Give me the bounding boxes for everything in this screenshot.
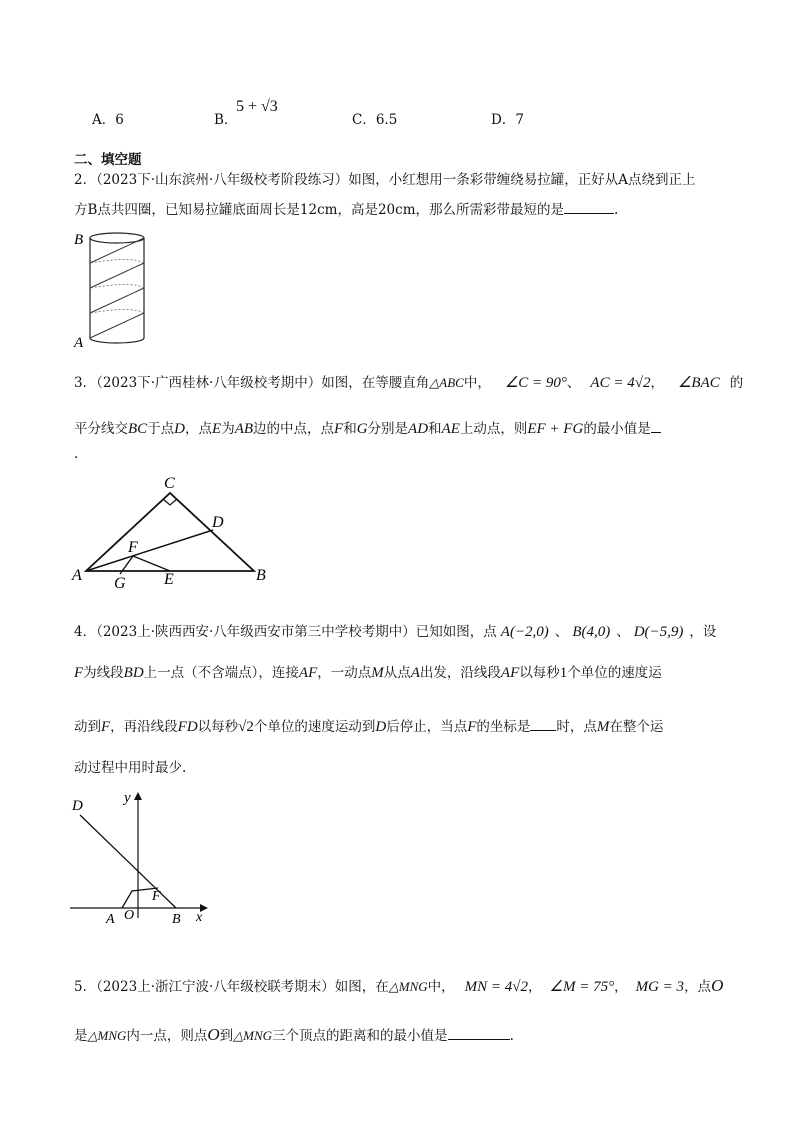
- label-b: B: [256, 567, 266, 584]
- q4-l2-f: F: [74, 665, 84, 681]
- q4-l2-A: A: [410, 665, 420, 681]
- can-ribbon: [90, 238, 144, 338]
- q5-cond-mn: MN = 4√2: [464, 979, 529, 995]
- option-d: D．7: [491, 112, 524, 128]
- q4-l3-F: F: [467, 719, 477, 735]
- q3-l2-b: 于点: [147, 421, 175, 437]
- q4-sep2: 、: [616, 624, 630, 640]
- q3-sep1: 、: [566, 375, 581, 391]
- label-x: x: [196, 910, 203, 925]
- bisector-ad: [86, 530, 213, 571]
- q3-cond-bac: ∠BAC: [677, 375, 720, 391]
- section-heading: 二、填空题: [74, 152, 142, 168]
- option-a: A．6: [92, 112, 124, 128]
- q3-l2-f: F: [334, 421, 344, 437]
- q3-text-1: 3．（2023下·广西桂林·八年级校考期中）如图，在等腰直角: [74, 375, 430, 391]
- q4-l3-d: 个单位的速度运动到: [253, 719, 376, 735]
- q3-l2-e: E: [212, 421, 222, 437]
- option-b-value: 5 + √3: [236, 98, 278, 115]
- q4-l3-a: 动到: [74, 719, 101, 735]
- segment-fe: [133, 556, 170, 571]
- q3-l2-g: G: [356, 421, 368, 437]
- label-d: D: [72, 798, 83, 814]
- right-angle-mark: [163, 499, 177, 505]
- q4-l3-i: 在整个运: [609, 719, 664, 735]
- q2-line2: [74, 199, 618, 220]
- q3-l2-expr: EF + FG: [527, 421, 584, 437]
- q4-l2-af: AF: [298, 665, 318, 681]
- q3-line2: [74, 418, 661, 439]
- segment-bd: [80, 815, 176, 908]
- q3-l2-bc: BC: [128, 421, 148, 437]
- q4-coordinate-figure: [66, 790, 216, 925]
- q4-l3-h: 时，点: [556, 719, 597, 735]
- q5-l2-b: 内一点，则点: [126, 1028, 208, 1044]
- q5-period: .: [509, 1028, 514, 1044]
- q4-l2-h: 个单位的速度运: [567, 665, 662, 681]
- q4-l2-a: 为线段: [83, 665, 124, 681]
- q4-l2-one: 1: [559, 665, 568, 681]
- q5-text-2: 中，: [427, 979, 455, 995]
- q4-l2-m: M: [371, 665, 384, 681]
- label-f: F: [152, 889, 161, 904]
- q4-text-1: 4．（2023上·陕西西安·八年级西安市第三中学校考期中）已知如图，点: [74, 624, 497, 640]
- can-label-a: A: [74, 335, 84, 350]
- q3-l2-ab: AB: [234, 421, 254, 437]
- q4-l2-af2: AF: [500, 665, 520, 681]
- q4-l3-fd: FD: [177, 719, 198, 735]
- q3-l2-ad: AD: [408, 421, 429, 437]
- q3-triangle: △ABC: [429, 375, 464, 390]
- q3-sep2: ，: [650, 375, 664, 391]
- q3-text-2: 中，: [463, 375, 491, 391]
- q4-l3-c: 以每秒: [197, 719, 239, 735]
- label-b: B: [172, 912, 181, 925]
- q2-line2-text: 方B点共四圈，已知易拉罐底面周长是12cm，高是20cm，那么所需彩带最短的是: [74, 202, 565, 218]
- q2-period: .: [614, 202, 619, 218]
- label-c: C: [164, 475, 175, 492]
- q4-l2-b: 上一点（不含端点），连接: [143, 665, 299, 681]
- q3-l2-f2: 和: [343, 421, 357, 437]
- q4-l2-g: 以每秒: [519, 665, 560, 681]
- q4-l3-D: D: [375, 719, 387, 735]
- q4-l2-e: 出发，沿线段: [419, 665, 501, 681]
- can-ribbon-back: [90, 260, 144, 314]
- label-e: E: [164, 571, 174, 588]
- q3-l2-h: 和: [428, 421, 442, 437]
- q4-text-2: ，设: [689, 624, 717, 640]
- q3-l2-c: ，点: [185, 421, 213, 437]
- q4-l3-sqrt: √2: [238, 719, 254, 735]
- q4-l2-bd: BD: [123, 665, 144, 681]
- q3-l2-g2: 分别是: [367, 421, 409, 437]
- q4-point-b: B(4,0): [572, 624, 611, 640]
- q5-cond-angle: ∠M = 75°: [549, 979, 615, 995]
- q2-can-figure: [72, 226, 152, 350]
- q3-l2-ae: AE: [441, 421, 460, 437]
- q4-l2-d: 从点: [383, 665, 411, 681]
- answer-blank: [530, 716, 556, 731]
- q5-cond-mg: MG = 3: [635, 979, 685, 995]
- q5-text-3: ，点: [684, 979, 712, 995]
- q4-point-d: D(−5,9): [633, 624, 684, 640]
- q5-text-1: 5．（2023上·浙江宁波·八年级校联考期末）如图，在: [74, 979, 389, 995]
- label-d: D: [212, 514, 224, 531]
- answer-blank: [564, 199, 614, 214]
- answer-blank: [651, 418, 661, 433]
- q5-line1: [74, 976, 723, 997]
- q4-l3-b: ，再沿线段: [110, 719, 178, 735]
- q5-l2-tri: △MNG: [87, 1028, 127, 1043]
- q3-l2-j: 的最小值是: [583, 421, 651, 437]
- label-a: A: [106, 912, 115, 925]
- q5-triangle: △MNG: [388, 979, 428, 994]
- q5-l2-tri2: △MNG: [233, 1028, 273, 1043]
- q5-sep1: ，: [528, 979, 542, 995]
- q3-l2-d2: 为: [221, 421, 235, 437]
- q4-l3-e: 后停止，当点: [386, 719, 468, 735]
- q4-l3-M: M: [596, 719, 610, 735]
- q4-l3-g: 的坐标是: [476, 719, 531, 735]
- label-a: A: [72, 567, 82, 584]
- q4-line2: [74, 663, 662, 683]
- option-c: C．6.5: [352, 112, 398, 128]
- q4-l3-f: F: [101, 719, 111, 735]
- q4-line1: [74, 622, 716, 642]
- y-axis-arrow: [134, 792, 142, 800]
- q5-l2-a: 是: [74, 1028, 88, 1044]
- q5-point-o: O: [711, 976, 724, 995]
- label-o: O: [124, 908, 135, 923]
- can-bottom-arc: [90, 338, 144, 343]
- can-label-b: B: [74, 232, 84, 248]
- q5-l2-c: 到: [219, 1028, 234, 1044]
- q3-line1: [74, 373, 743, 393]
- q3-l2-d: D: [174, 421, 186, 437]
- q5-l2-o: O: [207, 1025, 220, 1044]
- q3-cond-ac: AC = 4√2: [590, 375, 651, 391]
- q3-cond-angle: ∠C = 90°: [504, 375, 567, 391]
- q2-line1: 2．（2023下·山东滨州·八年级校考阶段练习）如图，小红想用一条彩带缠绕易拉罐，正好从A点绕到正上: [74, 172, 696, 188]
- label-y: y: [124, 790, 131, 806]
- q4-line3: [74, 716, 663, 737]
- q3-line3: .: [74, 446, 79, 462]
- q3-l2-e2: 边的中点，点: [253, 421, 335, 437]
- q3-triangle-figure: [66, 470, 276, 590]
- q5-l2-d: 三个顶点的距离和的最小值是: [272, 1028, 448, 1044]
- q3-text-3: 的: [729, 375, 744, 391]
- q4-l2-c: ，一动点: [317, 665, 372, 681]
- label-g: G: [114, 575, 126, 590]
- q3-l2-a: 平分线交: [74, 421, 128, 437]
- q5-line2: [74, 1025, 514, 1046]
- label-f: F: [128, 539, 138, 556]
- q4-point-a: A(−2,0): [500, 624, 549, 640]
- q4-line4: 动过程中用时最少.: [74, 760, 187, 776]
- option-b-label: B．: [214, 112, 238, 128]
- answer-blank: [448, 1025, 510, 1040]
- q5-sep2: ，: [614, 979, 628, 995]
- q3-l2-i: 上动点，则: [459, 421, 528, 437]
- q4-sep1: 、: [554, 624, 569, 640]
